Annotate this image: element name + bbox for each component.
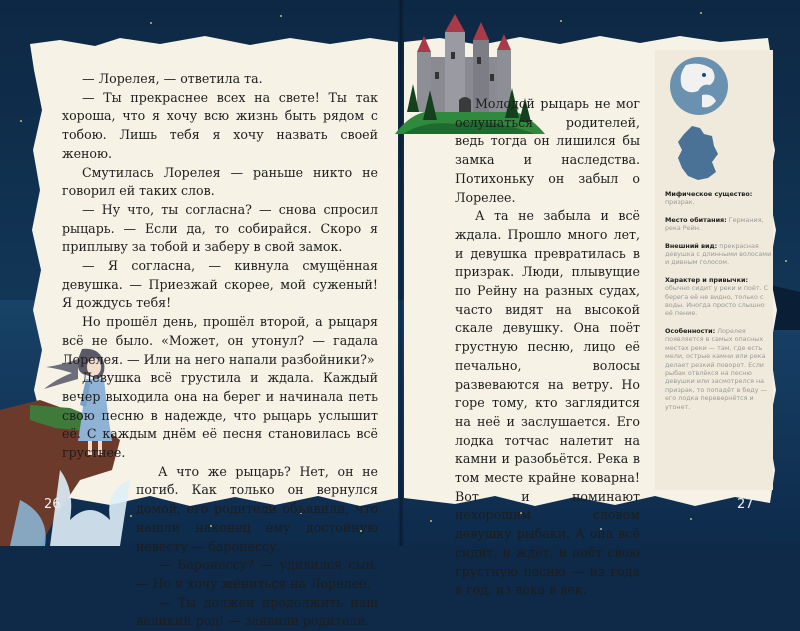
germany-map-icon	[674, 124, 720, 182]
fact-entry	[665, 190, 773, 207]
paragraph: Девушка всё грустила и ждала. Каждый вечер выходила она на берег и начинала петь свою песню в надежде, что рыцарь услышит её. С каждым днём её песня становилась всё грустнее.	[62, 370, 378, 461]
page-number-right: 27	[737, 497, 754, 512]
paragraph: — Ты должен продолжить наш великий род! — заявили родители.	[136, 594, 378, 629]
fact-text: прекрасная девушка с длинными волосами и дивным голосом.	[665, 241, 772, 267]
paragraph: — Я согласна, — кивнула смущённая девушка. — Приезжай скорее, мой суженый! Я дождусь тебя!	[62, 258, 378, 311]
paragraph: — Лорелея, — ответила та.	[82, 71, 263, 86]
fact-entry	[665, 216, 773, 233]
fact-label: Характер и привычки:	[665, 275, 749, 284]
paragraph: — Баронессу? — удивился сын. — Но я хочу жениться на Лорелее.	[136, 557, 378, 591]
paragraph: А та не забыла и всё ждала. Прошло много лет, и девушка превратилась в призрак. Люди, плывущие по Рейну на разных судах, часто видят на высокой скале девушку. Она поёт грустную песню, лицо её печально, волосы развеваются на ветру. Но горе тому, кто заглядится на неё и заслушается. Его лодка тотчас налетит на камни и разобьётся. Река в том месте крайне коварна! Вот и поминают нехорошим словом девушку рыбаки. А она всё сидит, и ждёт, и поёт свою грустную песню — из года в год, из века в век.	[455, 208, 640, 598]
paragraph: — Ну что, ты согласна? — снова спросил рыцарь. — Если да, то собирайся. Скоро я приплыву за тобой и заберу в свой замок.	[62, 201, 378, 255]
right-page-text	[455, 95, 640, 600]
paragraph: А что же рыцарь? Нет, он не погиб. Как только он вернулся домой, его родители объявили, что нашли наконец ему достойную невесту — баронессу.	[136, 463, 378, 554]
fact-label: Мифическое существо:	[665, 190, 753, 198]
fact-text: обычно сидит у реки и поёт. С берега её не видно, только с воды. Иногда просто слышно её пение.	[665, 284, 769, 318]
paragraph: Смутилась Лорелея — раньше никто не говорил ей таких слов.	[62, 164, 378, 199]
paragraph: Молодой рыцарь не мог ослушаться родителей, ведь тогда он лишился бы замка и наследства. Потихоньку он забыл о Лорелее.	[455, 96, 640, 205]
globe-icon	[668, 55, 730, 117]
paragraph: — Ты прекраснее всех на свете! Ты так хороша, что я хочу всю жизнь быть рядом с тобою. Лишь тебя я хочу назвать своей женою.	[62, 89, 378, 161]
fact-text: Германия, река Рейн.	[665, 215, 764, 233]
fact-entry	[665, 276, 773, 318]
page-number-left: 26	[44, 497, 61, 512]
fact-label: Особенности:	[665, 326, 716, 335]
creature-facts-sidebar	[665, 190, 773, 420]
fact-entry	[665, 242, 773, 267]
paragraph: Но прошёл день, прошёл второй, а рыцаря всё не было. «Может, он утонул? — гадала Лорелея. — Или на него напали разбойники?»	[62, 314, 378, 367]
left-page-text	[62, 70, 378, 631]
fact-label: Внешний вид:	[665, 241, 718, 250]
fact-text: призрак.	[665, 198, 695, 207]
fact-label: Место обитания:	[665, 215, 727, 224]
fact-entry	[665, 327, 773, 411]
fact-text: Лорелея появляется в самых опасных местах реки — там, где есть мели, острые камни или река делает резкий поворот. Если рыбак отвлёкся на песню девушки или засмотрелся на призрак, то попадёт в беду — его лодка перевернётся и утонет.	[665, 326, 767, 411]
